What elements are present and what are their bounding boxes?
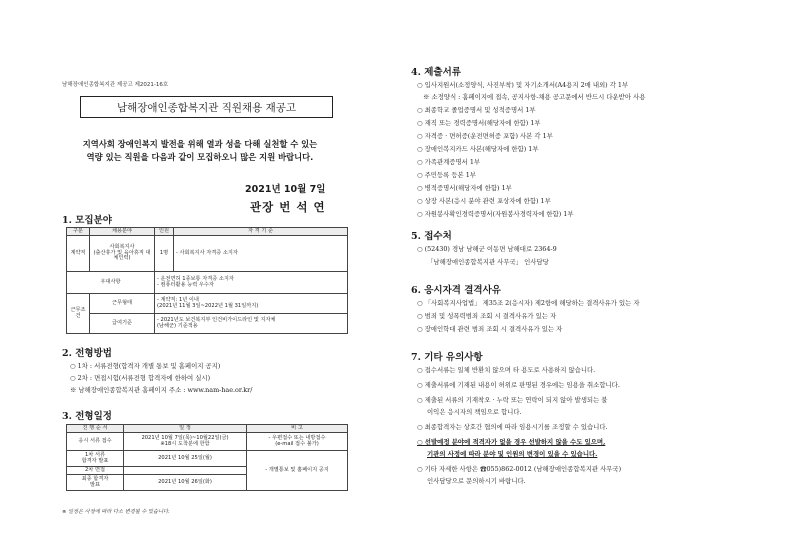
pay-item-2: (남해군) 기준적용: [157, 322, 198, 329]
cond-label: 근무조건: [67, 294, 90, 334]
doc-item-6: ○ 가족관계증명서 1부: [417, 158, 481, 166]
disqual-line-2: ○ 범죄 및 성폭력범죄 조회 시 결격사유가 있는 자: [417, 312, 557, 320]
pref-item-2: - 컴퓨터활용 능력 우수자: [157, 281, 214, 288]
field-name: 사회복지사: [109, 243, 135, 250]
first-result-date: 2021년 10월 25일(월): [124, 451, 247, 467]
intro-line-1: 지역사회 장애인복지 발전을 위해 열과 성을 다해 실천할 수 있는: [82, 139, 318, 149]
notice-line-4: ○ 최종합격자는 상호간 협의에 따라 임용시기를 조정할 수 있습니다.: [417, 423, 608, 431]
field-count: 1명: [155, 236, 174, 272]
recruitment-table: [66, 227, 348, 334]
doc-item-10: ○ 자원봉사확인경력증명서(자원봉사경력자에 한함) 1부: [417, 210, 574, 218]
doc-item-5: ○ 장애인복지카드 사본(해당자에 한함) 1부: [417, 145, 539, 153]
disqual-line-3: ○ 장애인학대 관련 범죄 조회 시 결격사유가 있는 자: [417, 325, 563, 333]
notice-line-2: ○ 제출서류에 기재된 내용이 허위로 판명된 경우에는 임용을 취소합니다.: [417, 381, 620, 389]
section-1-heading: 1. 모집분야: [62, 215, 112, 226]
pref-item-1: - 운전면허 1종보통 자격증 소지자: [157, 275, 234, 282]
document-number: 남해장애인종합복지관 제공고 제2021-16호: [62, 82, 169, 88]
schedule-table: [66, 424, 348, 491]
method-line-2: ○ 2차 : 면접시험(서류전형 합격자에 한하여 실시): [70, 374, 211, 382]
step-apply: 응시 서류 접수: [67, 433, 124, 451]
notice-line-1: ○ 접수서류는 일체 반환치 않으며 타 용도로 사용하지 않습니다.: [417, 366, 596, 374]
th-category: 구분: [67, 228, 90, 236]
interview-date: [124, 467, 247, 475]
intro-line-2: 역량 있는 직원을 다음과 같이 모집하오니 많은 지원 바랍니다.: [86, 152, 314, 162]
office-line: 「남해장애인종합복지관 사무국」 인사담당: [427, 258, 549, 266]
step-first-result-sub: 합격자 발표: [81, 457, 109, 464]
apply-date: 2021년 10월 7일(목)~10월22일(금): [141, 434, 229, 441]
field-note: (출산휴가 및 육아휴직 대체인력): [93, 249, 151, 262]
notice-line-3b: 이익은 응시자의 책임으로 합니다.: [427, 408, 522, 416]
type-label: 근무형태: [90, 294, 155, 314]
pref-label: 우대사항: [67, 272, 155, 294]
notice-line-6a: ○ 기타 자세한 사항은 ☎055)862-0012 (남해장애인종합복지관 사무국): [417, 465, 622, 473]
doc-item-note: ※ 소정양식 : 홈페이지에 접속, 공지사항-채용 공고문에서 반드시 다운받아 사용: [423, 93, 646, 101]
field-requirement: - 사회복지사 자격증 소지자: [174, 236, 348, 272]
doc-item-1: ○ 입사지원서(소정양식, 사진부착) 및 자기소개서(A4용지 2매 내외) 각 1부: [417, 81, 629, 89]
doc-item-3: ○ 재직 또는 경력증명서(해당자에 한함) 1부: [417, 119, 541, 127]
section-3-heading: 3. 전형일정: [62, 411, 112, 422]
th-requirement: 자 격 기 준: [174, 228, 348, 236]
doc-item-9: ○ 상장 사본(응시 분야 관련 포상자에 한함) 1부: [417, 197, 551, 205]
pay-label: 급여기준: [90, 314, 155, 334]
th-step: 진 행 순 서: [67, 425, 124, 433]
th-field: 채용분야: [90, 228, 155, 236]
section-5-heading: 5. 접수처: [411, 231, 452, 242]
disqual-line-1: ○ 「사회복지사업법」 제35조 2(응시자) 제2항에 해당하는 결격사유가 있는 자: [417, 299, 640, 307]
section-6-heading: 6. 응시자격 결격사유: [411, 285, 501, 296]
apply-email-note: (e-mail 접수 불가): [275, 440, 319, 447]
final-result-date: 2021년 10월 26일(화): [124, 475, 247, 491]
apply-method: - 우편접수 또는 내방접수: [268, 434, 326, 441]
announce-note: - 개별통보 및 홈페이지 공지: [247, 451, 348, 491]
step-final-result: 최종 합격자: [81, 475, 109, 482]
section-4-heading: 4. 제출서류: [411, 67, 461, 78]
notice-line-3a: ○ 제출된 서류의 기재착오 · 누락 또는 연락이 되지 않아 발생되는 불: [417, 396, 608, 404]
address-line: ○ (52430) 경남 남해군 이동면 남해대로 2364-9: [417, 245, 557, 253]
doc-item-8: ○ 병적증명서(해당자에 한함) 1부: [417, 184, 512, 192]
th-note: 비 고: [247, 425, 348, 433]
notice-title: 남해장애인종합복지관 직원채용 재공고: [80, 96, 333, 118]
section-7-heading: 7. 기타 유의사항: [411, 352, 483, 363]
doc-item-7: ○ 주민등록 등본 1부: [417, 171, 476, 179]
apply-deadline-note: ※18시 도착분에 한함: [160, 440, 210, 447]
th-count: 인원: [155, 228, 174, 236]
signature: 관장 번 석 연: [250, 200, 326, 214]
notice-line-6b: 인사담당으로 문의하시기 바랍니다.: [427, 477, 526, 485]
pay-item-1: - 2021년도 보건복지부 인건비가이드라인 및 지자체: [157, 316, 276, 323]
type-item-1: - 계약직: 1년 이내: [157, 296, 199, 303]
homepage-line: ※ 남해장애인종합복지관 홈페이지 주소 : www.nam-hae.or.kr/: [70, 386, 253, 394]
notice-line-5a: ○ 선발예정 분야에 적격자가 없을 경우 선발하지 않을 수도 있으며,: [417, 438, 606, 446]
schedule-footnote: ※ 일정은 사정에 따라 다소 변경될 수 있습니다.: [62, 509, 170, 515]
step-interview: 2차 면접: [67, 467, 124, 475]
notice-line-5b: 기관의 사정에 따라 분야 및 인원의 변경이 있을 수 있습니다.: [427, 450, 598, 458]
doc-item-2: ○ 최종학교 졸업증명서 및 성적증명서 1부: [417, 106, 536, 114]
th-date: 일 정: [124, 425, 247, 433]
method-line-1: ○ 1차 : 서류전형(합격자 개별 통보 및 홈페이지 공지): [70, 362, 221, 370]
doc-item-4: ○ 자격증 · 면허증(운전면허증 포함) 사본 각 1부: [417, 132, 553, 140]
step-first-result: 1차 서류: [85, 451, 105, 458]
step-final-result-sub: 발표: [89, 481, 101, 488]
row-category: 계약직: [67, 236, 90, 272]
section-2-heading: 2. 전형방법: [62, 348, 112, 359]
notice-date: 2021년 10월 7일: [245, 184, 326, 195]
type-item-2: (2021년 11월 3일~2022년 1월 31일까지): [157, 302, 259, 309]
